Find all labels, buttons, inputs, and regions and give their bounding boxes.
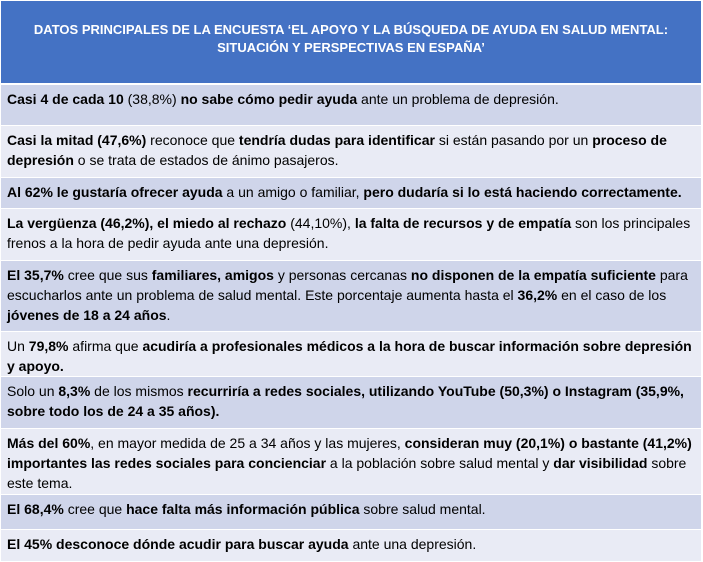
row-text: (44,10%), [286, 215, 355, 231]
row-text: cree que [63, 501, 127, 517]
highlight-text: Casi 4 de cada 10 [7, 91, 124, 107]
table-row [1, 126, 701, 178]
table-row [1, 429, 701, 495]
highlight-text: Al 62% le gustaría ofrecer ayuda [7, 184, 223, 200]
table-row [1, 530, 701, 562]
highlight-text: pero dudaría si lo está haciendo correctamente. [363, 184, 682, 200]
table-row [1, 178, 701, 209]
table-row [1, 377, 701, 429]
row-text: . [166, 307, 171, 323]
highlight-text: no sabe cómo pedir ayuda [180, 91, 358, 107]
highlight-text: la falta de recursos y de empatía [354, 215, 572, 231]
highlight-text: 36,2% [517, 287, 558, 303]
row-text: Solo un [7, 383, 59, 399]
row-text: cree que sus [63, 267, 152, 283]
row-text: ante un problema de depresión. [357, 91, 559, 107]
survey-table [1, 1, 701, 562]
row-text: y personas cercanas [273, 267, 411, 283]
row-text: reconoce que [146, 132, 239, 148]
row-text: a la población sobre salud mental y [326, 455, 554, 471]
table-row [1, 209, 701, 261]
row-text: , en mayor medida de 25 a 34 años y las mujeres, [90, 435, 405, 451]
highlight-text: acudiría a profesionales médicos a la hora de buscar información sobre depresión y apoyo. [7, 338, 692, 374]
highlight-text: tendría dudas para identificar [238, 132, 435, 148]
highlight-text: Más del 60% [7, 435, 91, 451]
highlight-text: familiares, amigos [151, 267, 274, 283]
table-title: DATOS PRINCIPALES DE LA ENCUESTA ‘EL APOYO Y LA BÚSQUEDA DE AYUDA EN SALUD MENTAL: SITUACIÓN Y PERSPECTIVAS EN ESPAÑA’ [33, 22, 669, 55]
row-text: a un amigo o familiar, [222, 184, 364, 200]
row-text: para escucharlos ante un problema de salud mental. Este porcentaje aumenta hasta el [7, 267, 688, 303]
highlight-text: dar visibilidad [553, 455, 648, 471]
highlight-text: no disponen de la empatía suficiente [410, 267, 656, 283]
highlight-text: 8,3% [58, 383, 91, 399]
highlight-text: hace falta más información pública [126, 501, 360, 517]
row-text: son los principales frenos a la hora de pedir ayuda ante una depresión. [7, 215, 691, 251]
highlight-text: El 35,7% [7, 267, 64, 283]
highlight-text: Casi la mitad (47,6%) [7, 132, 147, 148]
table-row [1, 85, 701, 126]
highlight-text: consideran muy (20,1%) o bastante (41,2%) importantes las redes sociales para concienciar [7, 435, 692, 471]
table-row [1, 332, 701, 377]
highlight-text: El 45% desconoce dónde acudir para buscar ayuda [7, 536, 349, 552]
row-text: ante una depresión. [348, 536, 477, 552]
row-text: sobre salud mental. [359, 501, 486, 517]
table-row [1, 495, 701, 530]
row-text: afirma que [68, 338, 143, 354]
row-text: si están pasando por un [434, 132, 593, 148]
row-text: de los mismos [90, 383, 188, 399]
row-text: sobre este tema. [7, 455, 687, 491]
table-header [1, 1, 701, 85]
row-text: (38,8%) [123, 91, 181, 107]
table-row [1, 261, 701, 332]
row-text: o se trata de estados de ánimo pasajeros. [73, 152, 339, 168]
highlight-text: jóvenes de 18 a 24 años [7, 307, 167, 323]
row-text: en el caso de los [557, 287, 667, 303]
highlight-text: proceso de depresión [7, 132, 667, 168]
highlight-text: El 68,4% [7, 501, 64, 517]
highlight-text: recurriría a redes sociales, utilizando YouTube (50,3%) o Instagram (35,9%, sobre todo los de 24 a 35 años). [7, 383, 684, 419]
highlight-text: La vergüenza (46,2%), el miedo al rechazo [7, 215, 287, 231]
highlight-text: 79,8% [28, 338, 69, 354]
row-text: Un [7, 338, 29, 354]
